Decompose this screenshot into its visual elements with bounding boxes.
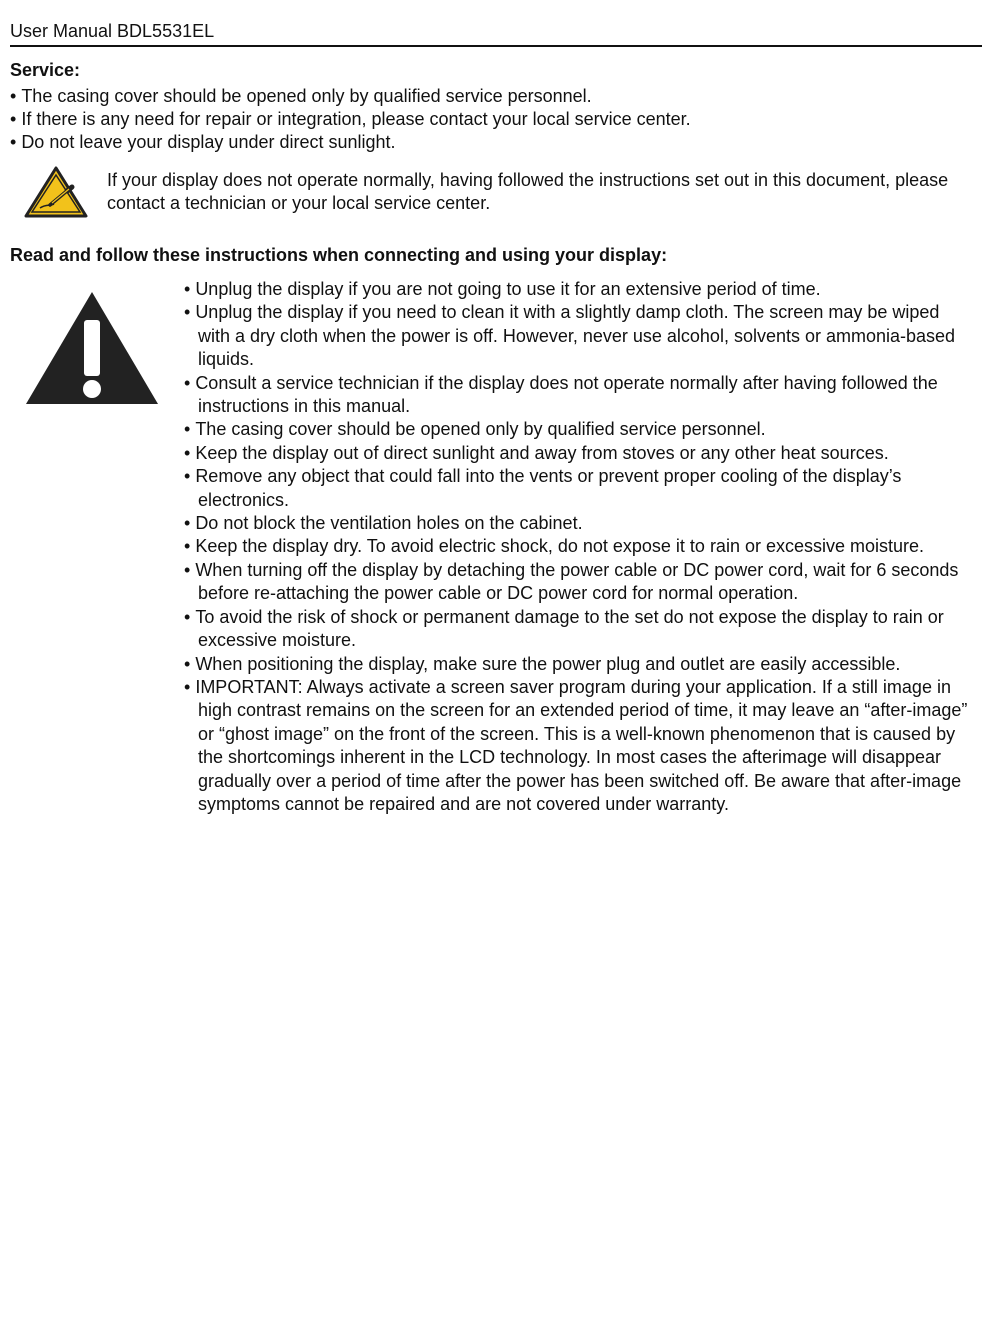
list-item: • Do not leave your display under direct sunlight. [10,131,970,154]
list-item: • The casing cover should be opened only by qualified service personnel. [10,85,970,108]
list-item: • Remove any object that could fall into the vents or prevent proper cooling of the display’s electronics. [184,465,976,512]
service-list [10,85,970,154]
warning-icon [24,290,160,406]
header-title: User Manual BDL5531EL [10,21,215,41]
service-section-title: Service: [10,60,81,80]
list-item: • Keep the display dry. To avoid electric shock, do not expose it to rain or excessive moisture. [184,535,976,558]
instructions-list [184,278,976,816]
list-item: • Unplug the display if you are not going to use it for an extensive period of time. [184,278,976,301]
list-item: • To avoid the risk of shock or permanent damage to the set do not expose the display to rain or excessive moisture. [184,606,976,653]
list-item: • Keep the display out of direct sunlight and away from stoves or any other heat sources. [184,442,976,465]
list-item: • Unplug the display if you need to clean it with a slightly damp cloth. The screen may be wiped with a dry cloth when the power is off. However, never use alcohol, solvents or ammonia-based liquids. [184,301,976,371]
instructions-section-title: Read and follow these instructions when connecting and using your display: [10,245,668,265]
page-header [10,19,982,47]
list-item: • IMPORTANT: Always activate a screen saver program during your application. If a still image in high contrast remains on the screen for an extended period of time, it may leave an “after-image” or “ghost image” on the front of the screen. This is a well-known phenomenon that is caused by the shortcomings inherent in the LCD technology. In most cases the afterimage will disappear gradually over a period of time after the power has been switched off. Be aware that after-image symptoms cannot be repaired and are not covered under warranty. [184,676,976,816]
list-item: • If there is any need for repair or integration, please contact your local service center. [10,108,970,131]
service-note-text: If your display does not operate normally, having followed the instructions set out in this document, please contact a technician or your local service center. [107,170,949,213]
note-pen-icon [24,166,88,218]
list-item: • When positioning the display, make sure the power plug and outlet are easily accessible. [184,653,976,676]
list-item: • Do not block the ventilation holes on the cabinet. [184,512,976,535]
list-item: • When turning off the display by detaching the power cable or DC power cord, wait for 6 seconds before re-attaching the power cable or DC power cord for normal operation. [184,559,976,606]
list-item: • Consult a service technician if the display does not operate normally after having followed the instructions in this manual. [184,372,976,419]
list-item: • The casing cover should be opened only by qualified service personnel. [184,418,976,441]
